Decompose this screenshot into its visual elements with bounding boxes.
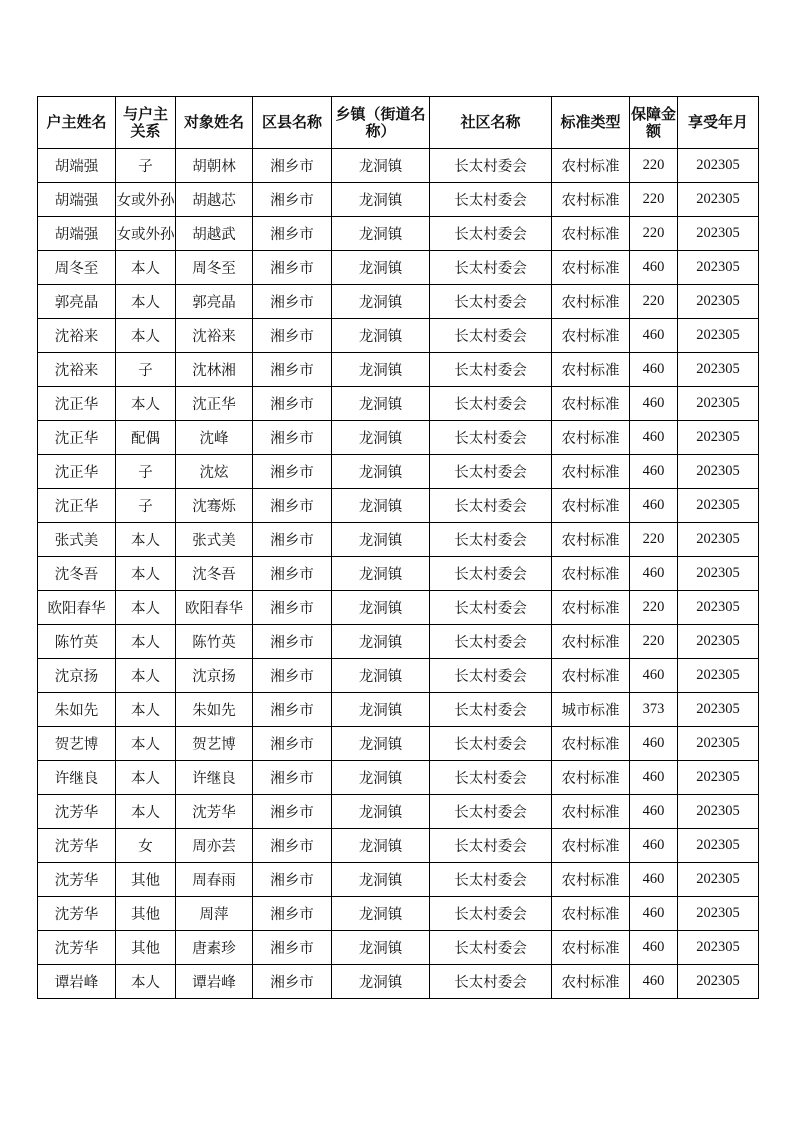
- cell-household-head: 郭亮晶: [38, 285, 116, 319]
- cell-township: 龙洞镇: [332, 863, 430, 897]
- cell-household-head: 沈正华: [38, 387, 116, 421]
- cell-community: 长太村委会: [430, 863, 552, 897]
- cell-subject-name: 周亦芸: [176, 829, 253, 863]
- cell-period: 202305: [678, 421, 759, 455]
- cell-relation: 本人: [116, 285, 176, 319]
- cell-township: 龙洞镇: [332, 421, 430, 455]
- table-row: [38, 319, 759, 353]
- cell-township: 龙洞镇: [332, 217, 430, 251]
- cell-county: 湘乡市: [253, 421, 332, 455]
- cell-period: 202305: [678, 285, 759, 319]
- cell-subject-name: 沈林湘: [176, 353, 253, 387]
- table-row: [38, 217, 759, 251]
- cell-amount: 220: [630, 183, 678, 217]
- cell-relation: 本人: [116, 659, 176, 693]
- cell-county: 湘乡市: [253, 897, 332, 931]
- cell-subject-name: 沈冬吾: [176, 557, 253, 591]
- table-row: [38, 489, 759, 523]
- cell-amount: 460: [630, 829, 678, 863]
- cell-amount: 460: [630, 387, 678, 421]
- cell-county: 湘乡市: [253, 863, 332, 897]
- cell-township: 龙洞镇: [332, 625, 430, 659]
- cell-community: 长太村委会: [430, 353, 552, 387]
- cell-amount: 460: [630, 319, 678, 353]
- cell-period: 202305: [678, 387, 759, 421]
- table-row: [38, 183, 759, 217]
- table-row: [38, 965, 759, 999]
- cell-township: 龙洞镇: [332, 727, 430, 761]
- cell-amount: 220: [630, 285, 678, 319]
- cell-community: 长太村委会: [430, 523, 552, 557]
- cell-household-head: 沈正华: [38, 421, 116, 455]
- cell-county: 湘乡市: [253, 387, 332, 421]
- cell-township: 龙洞镇: [332, 285, 430, 319]
- cell-county: 湘乡市: [253, 761, 332, 795]
- cell-standard-type: 农村标准: [552, 591, 630, 625]
- cell-household-head: 陈竹英: [38, 625, 116, 659]
- cell-standard-type: 农村标准: [552, 217, 630, 251]
- cell-relation: 本人: [116, 523, 176, 557]
- cell-relation: 子: [116, 353, 176, 387]
- cell-household-head: 沈冬吾: [38, 557, 116, 591]
- cell-subject-name: 欧阳春华: [176, 591, 253, 625]
- cell-relation: 本人: [116, 693, 176, 727]
- cell-household-head: 沈裕来: [38, 353, 116, 387]
- header-community: 社区名称: [430, 97, 552, 149]
- cell-standard-type: 农村标准: [552, 455, 630, 489]
- cell-period: 202305: [678, 693, 759, 727]
- cell-township: 龙洞镇: [332, 319, 430, 353]
- cell-county: 湘乡市: [253, 557, 332, 591]
- header-standard-type: 标准类型: [552, 97, 630, 149]
- header-household-head: 户主姓名: [38, 97, 116, 149]
- cell-community: 长太村委会: [430, 693, 552, 727]
- cell-county: 湘乡市: [253, 693, 332, 727]
- cell-county: 湘乡市: [253, 625, 332, 659]
- cell-amount: 460: [630, 251, 678, 285]
- cell-amount: 460: [630, 421, 678, 455]
- cell-relation: 其他: [116, 863, 176, 897]
- cell-period: 202305: [678, 319, 759, 353]
- cell-household-head: 胡端强: [38, 183, 116, 217]
- cell-county: 湘乡市: [253, 523, 332, 557]
- cell-county: 湘乡市: [253, 965, 332, 999]
- cell-household-head: 胡端强: [38, 149, 116, 183]
- cell-community: 长太村委会: [430, 285, 552, 319]
- cell-township: 龙洞镇: [332, 659, 430, 693]
- cell-community: 长太村委会: [430, 217, 552, 251]
- cell-standard-type: 农村标准: [552, 183, 630, 217]
- cell-amount: 460: [630, 727, 678, 761]
- cell-household-head: 贺艺博: [38, 727, 116, 761]
- cell-standard-type: 农村标准: [552, 557, 630, 591]
- cell-period: 202305: [678, 965, 759, 999]
- cell-county: 湘乡市: [253, 727, 332, 761]
- cell-period: 202305: [678, 149, 759, 183]
- cell-county: 湘乡市: [253, 251, 332, 285]
- cell-standard-type: 农村标准: [552, 421, 630, 455]
- cell-household-head: 沈芳华: [38, 863, 116, 897]
- cell-county: 湘乡市: [253, 829, 332, 863]
- cell-community: 长太村委会: [430, 659, 552, 693]
- cell-township: 龙洞镇: [332, 965, 430, 999]
- table-row: [38, 149, 759, 183]
- cell-amount: 460: [630, 761, 678, 795]
- cell-amount: 460: [630, 489, 678, 523]
- cell-standard-type: 农村标准: [552, 149, 630, 183]
- cell-community: 长太村委会: [430, 625, 552, 659]
- cell-household-head: 沈京扬: [38, 659, 116, 693]
- table-row: [38, 761, 759, 795]
- cell-standard-type: 农村标准: [552, 523, 630, 557]
- cell-period: 202305: [678, 625, 759, 659]
- table-row: [38, 387, 759, 421]
- cell-county: 湘乡市: [253, 149, 332, 183]
- cell-township: 龙洞镇: [332, 897, 430, 931]
- cell-period: 202305: [678, 931, 759, 965]
- cell-subject-name: 胡越芯: [176, 183, 253, 217]
- table-row: [38, 455, 759, 489]
- cell-period: 202305: [678, 489, 759, 523]
- table-row: [38, 285, 759, 319]
- cell-county: 湘乡市: [253, 183, 332, 217]
- cell-community: 长太村委会: [430, 455, 552, 489]
- cell-subject-name: 沈炫: [176, 455, 253, 489]
- cell-relation: 女: [116, 829, 176, 863]
- cell-period: 202305: [678, 353, 759, 387]
- cell-subject-name: 沈峰: [176, 421, 253, 455]
- cell-amount: 220: [630, 217, 678, 251]
- cell-standard-type: 农村标准: [552, 659, 630, 693]
- cell-standard-type: 农村标准: [552, 625, 630, 659]
- cell-household-head: 沈芳华: [38, 931, 116, 965]
- cell-township: 龙洞镇: [332, 557, 430, 591]
- cell-subject-name: 郭亮晶: [176, 285, 253, 319]
- cell-county: 湘乡市: [253, 659, 332, 693]
- cell-household-head: 沈正华: [38, 455, 116, 489]
- cell-household-head: 欧阳春华: [38, 591, 116, 625]
- cell-township: 龙洞镇: [332, 353, 430, 387]
- cell-community: 长太村委会: [430, 965, 552, 999]
- cell-household-head: 沈芳华: [38, 897, 116, 931]
- cell-community: 长太村委会: [430, 251, 552, 285]
- cell-relation: 本人: [116, 319, 176, 353]
- table-row: [38, 591, 759, 625]
- cell-county: 湘乡市: [253, 217, 332, 251]
- cell-standard-type: 农村标准: [552, 387, 630, 421]
- cell-community: 长太村委会: [430, 931, 552, 965]
- header-county: 区县名称: [253, 97, 332, 149]
- cell-standard-type: 农村标准: [552, 489, 630, 523]
- header-relation: 与户主关系: [116, 97, 176, 149]
- cell-county: 湘乡市: [253, 795, 332, 829]
- cell-subject-name: 沈裕来: [176, 319, 253, 353]
- cell-amount: 460: [630, 659, 678, 693]
- cell-township: 龙洞镇: [332, 931, 430, 965]
- table-row: [38, 557, 759, 591]
- cell-subject-name: 周春雨: [176, 863, 253, 897]
- cell-relation: 本人: [116, 387, 176, 421]
- cell-amount: 220: [630, 625, 678, 659]
- cell-household-head: 周冬至: [38, 251, 116, 285]
- table-row: [38, 795, 759, 829]
- cell-subject-name: 周冬至: [176, 251, 253, 285]
- cell-township: 龙洞镇: [332, 795, 430, 829]
- table-row: [38, 251, 759, 285]
- header-period: 享受年月: [678, 97, 759, 149]
- cell-relation: 其他: [116, 897, 176, 931]
- cell-community: 长太村委会: [430, 829, 552, 863]
- cell-subject-name: 沈正华: [176, 387, 253, 421]
- table-row: [38, 863, 759, 897]
- cell-township: 龙洞镇: [332, 523, 430, 557]
- cell-period: 202305: [678, 455, 759, 489]
- cell-relation: 本人: [116, 795, 176, 829]
- cell-period: 202305: [678, 251, 759, 285]
- cell-period: 202305: [678, 795, 759, 829]
- cell-standard-type: 农村标准: [552, 251, 630, 285]
- cell-community: 长太村委会: [430, 591, 552, 625]
- cell-standard-type: 农村标准: [552, 965, 630, 999]
- cell-township: 龙洞镇: [332, 829, 430, 863]
- cell-standard-type: 农村标准: [552, 285, 630, 319]
- table-row: [38, 353, 759, 387]
- cell-community: 长太村委会: [430, 489, 552, 523]
- cell-county: 湘乡市: [253, 455, 332, 489]
- cell-subject-name: 沈芳华: [176, 795, 253, 829]
- cell-township: 龙洞镇: [332, 149, 430, 183]
- cell-relation: 本人: [116, 727, 176, 761]
- cell-amount: 220: [630, 591, 678, 625]
- cell-subject-name: 贺艺博: [176, 727, 253, 761]
- cell-amount: 460: [630, 863, 678, 897]
- table-row: [38, 421, 759, 455]
- cell-subject-name: 胡越武: [176, 217, 253, 251]
- cell-household-head: 沈正华: [38, 489, 116, 523]
- cell-period: 202305: [678, 897, 759, 931]
- cell-subject-name: 陈竹英: [176, 625, 253, 659]
- table-row: [38, 829, 759, 863]
- table-row: [38, 931, 759, 965]
- cell-community: 长太村委会: [430, 897, 552, 931]
- cell-township: 龙洞镇: [332, 183, 430, 217]
- cell-amount: 460: [630, 965, 678, 999]
- header-amount: 保障金额: [630, 97, 678, 149]
- cell-subject-name: 许继良: [176, 761, 253, 795]
- cell-subject-name: 沈京扬: [176, 659, 253, 693]
- cell-township: 龙洞镇: [332, 455, 430, 489]
- cell-community: 长太村委会: [430, 557, 552, 591]
- table-row: [38, 727, 759, 761]
- cell-period: 202305: [678, 217, 759, 251]
- cell-relation: 本人: [116, 557, 176, 591]
- cell-township: 龙洞镇: [332, 489, 430, 523]
- cell-relation: 子: [116, 489, 176, 523]
- cell-relation: 本人: [116, 965, 176, 999]
- cell-standard-type: 城市标准: [552, 693, 630, 727]
- table-row: [38, 523, 759, 557]
- cell-standard-type: 农村标准: [552, 795, 630, 829]
- cell-period: 202305: [678, 727, 759, 761]
- cell-period: 202305: [678, 591, 759, 625]
- cell-relation: 子: [116, 455, 176, 489]
- table-header: [38, 97, 759, 149]
- cell-household-head: 沈芳华: [38, 829, 116, 863]
- cell-township: 龙洞镇: [332, 251, 430, 285]
- header-subject-name: 对象姓名: [176, 97, 253, 149]
- cell-amount: 460: [630, 353, 678, 387]
- cell-community: 长太村委会: [430, 319, 552, 353]
- cell-community: 长太村委会: [430, 761, 552, 795]
- cell-relation: 本人: [116, 251, 176, 285]
- cell-community: 长太村委会: [430, 149, 552, 183]
- cell-community: 长太村委会: [430, 387, 552, 421]
- cell-relation: 女或外孙: [116, 183, 176, 217]
- cell-subject-name: 朱如先: [176, 693, 253, 727]
- header-township: 乡镇（街道名称）: [332, 97, 430, 149]
- cell-standard-type: 农村标准: [552, 727, 630, 761]
- table-row: [38, 625, 759, 659]
- header-row: [38, 97, 759, 149]
- cell-period: 202305: [678, 557, 759, 591]
- cell-county: 湘乡市: [253, 353, 332, 387]
- cell-amount: 373: [630, 693, 678, 727]
- cell-relation: 女或外孙: [116, 217, 176, 251]
- cell-relation: 本人: [116, 591, 176, 625]
- cell-period: 202305: [678, 183, 759, 217]
- cell-standard-type: 农村标准: [552, 353, 630, 387]
- cell-subject-name: 周萍: [176, 897, 253, 931]
- cell-period: 202305: [678, 523, 759, 557]
- cell-household-head: 朱如先: [38, 693, 116, 727]
- cell-household-head: 谭岩峰: [38, 965, 116, 999]
- cell-county: 湘乡市: [253, 319, 332, 353]
- cell-community: 长太村委会: [430, 795, 552, 829]
- cell-period: 202305: [678, 659, 759, 693]
- cell-county: 湘乡市: [253, 931, 332, 965]
- cell-amount: 460: [630, 931, 678, 965]
- cell-period: 202305: [678, 863, 759, 897]
- cell-relation: 子: [116, 149, 176, 183]
- cell-amount: 460: [630, 897, 678, 931]
- cell-community: 长太村委会: [430, 183, 552, 217]
- assistance-roster-table: [37, 96, 759, 999]
- cell-relation: 其他: [116, 931, 176, 965]
- cell-standard-type: 农村标准: [552, 897, 630, 931]
- cell-subject-name: 唐素珍: [176, 931, 253, 965]
- cell-subject-name: 谭岩峰: [176, 965, 253, 999]
- cell-subject-name: 沈骞烁: [176, 489, 253, 523]
- table-row: [38, 659, 759, 693]
- cell-township: 龙洞镇: [332, 693, 430, 727]
- cell-household-head: 张式美: [38, 523, 116, 557]
- table-body: [38, 149, 759, 999]
- cell-standard-type: 农村标准: [552, 863, 630, 897]
- cell-community: 长太村委会: [430, 727, 552, 761]
- cell-period: 202305: [678, 829, 759, 863]
- cell-standard-type: 农村标准: [552, 829, 630, 863]
- table-row: [38, 897, 759, 931]
- cell-amount: 220: [630, 149, 678, 183]
- cell-household-head: 沈裕来: [38, 319, 116, 353]
- cell-relation: 配偶: [116, 421, 176, 455]
- cell-household-head: 许继良: [38, 761, 116, 795]
- cell-county: 湘乡市: [253, 489, 332, 523]
- cell-relation: 本人: [116, 625, 176, 659]
- cell-amount: 460: [630, 557, 678, 591]
- cell-household-head: 胡端强: [38, 217, 116, 251]
- cell-amount: 460: [630, 795, 678, 829]
- cell-township: 龙洞镇: [332, 761, 430, 795]
- cell-subject-name: 张式美: [176, 523, 253, 557]
- cell-standard-type: 农村标准: [552, 319, 630, 353]
- cell-amount: 220: [630, 523, 678, 557]
- cell-county: 湘乡市: [253, 285, 332, 319]
- cell-township: 龙洞镇: [332, 591, 430, 625]
- cell-relation: 本人: [116, 761, 176, 795]
- cell-subject-name: 胡朝林: [176, 149, 253, 183]
- cell-community: 长太村委会: [430, 421, 552, 455]
- cell-township: 龙洞镇: [332, 387, 430, 421]
- table-row: [38, 693, 759, 727]
- cell-household-head: 沈芳华: [38, 795, 116, 829]
- cell-county: 湘乡市: [253, 591, 332, 625]
- cell-amount: 460: [630, 455, 678, 489]
- cell-standard-type: 农村标准: [552, 931, 630, 965]
- cell-standard-type: 农村标准: [552, 761, 630, 795]
- cell-period: 202305: [678, 761, 759, 795]
